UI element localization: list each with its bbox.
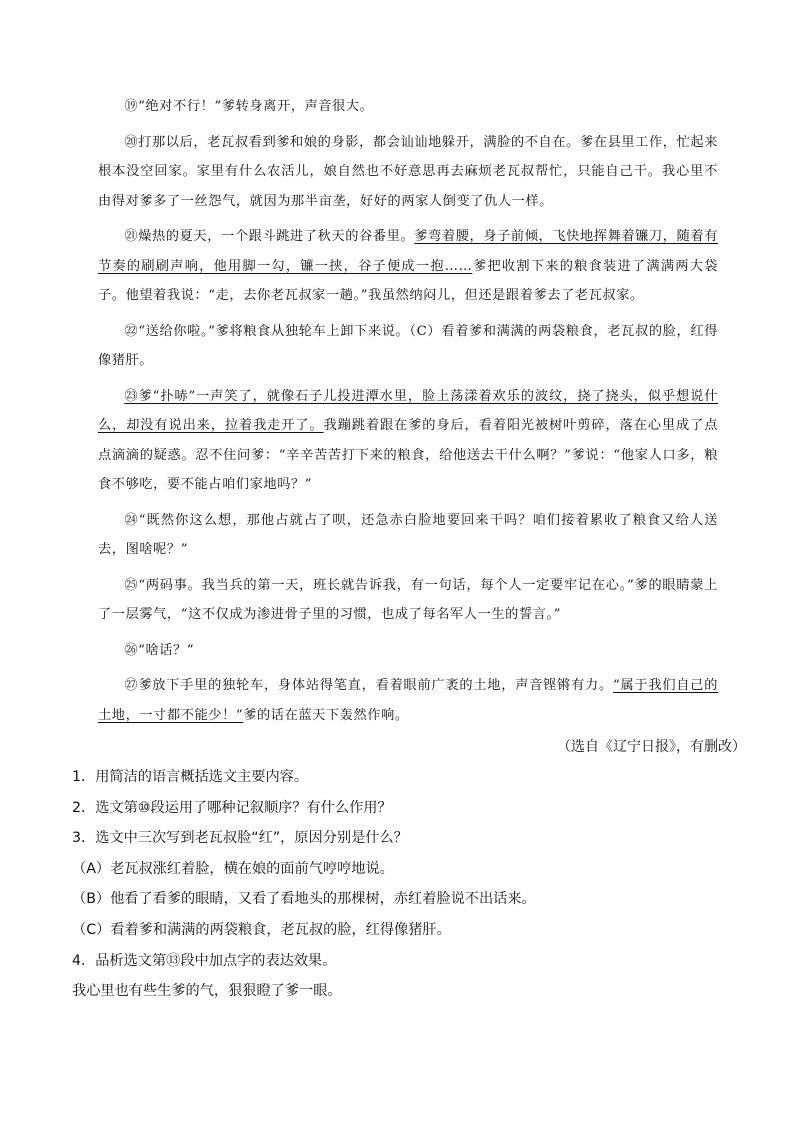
question-4: 4．品析选文第⑬段中加点字的表达效果。 — [72, 952, 337, 969]
paragraph-27-text-end: 爹的话在蓝天下轰然作响。 — [243, 707, 409, 723]
paragraph-26-text: ㉖“啥话？” — [124, 642, 195, 658]
paragraph-25-text: ㉕“两码事。我当兵的第一天，班长就告诉我，有一句话，每个人一定要牢记在心。”爹的眼睛蒙上了一层雾气，“这不仅成为渗进骨子里的习惯，也成了每名军人一生的誓言。” — [98, 577, 718, 622]
paragraph-22-text: ㉒“送给你啦。”爹将粮食从独轮车上卸下来说。（C）看着爹和满满的两袋粮食，老瓦叔的脸，红得像猪肝。 — [98, 323, 718, 368]
paragraph-24-text: ㉔“既然你这么想，那他占就占了呗，还急赤白脸地要回来干吗？咱们接着累收了粮食又给人送去，图啥呢？” — [98, 512, 718, 557]
question-3-option-b: （B）他看了看爹的眼睛，又看了看地头的那棵树，赤红着脸说不出话来。 — [72, 891, 536, 908]
paragraph-27 — [98, 671, 718, 730]
question-list — [72, 762, 752, 1007]
question-3: 3．选文中三次写到老瓦叔脸“红”，原因分别是什么？ — [72, 830, 408, 847]
paragraph-25 — [98, 571, 718, 630]
paragraph-26 — [98, 636, 718, 666]
paragraph-21-text: ㉑燥热的夏天，一个跟斗跳进了秋天的谷番里。 — [124, 229, 415, 244]
paragraph-27-text: ㉗爹放下手里的独轮车，身体站得笔直，看着眼前广袤的土地，声音铿锵有力。 — [124, 678, 613, 693]
paragraph-23-underlined: ㉓爹“扑哧”一声笑了，就像石子儿投进潭水里，脸上荡漾着欢乐的波纹，挠了挠头，似乎想说什么，却没有说出来，拉着我走开了。 — [98, 388, 718, 433]
paragraph-20-text: ⑳打那以后，老瓦叔看到爹和娘的身影，都会讪讪地躲开，满脸的不自在。爹在县里工作，忙起来根本没空回家。家里有什么农活儿，娘自然也不好意思再去麻烦老瓦叔帮忙，只能自己干。我心里不由得对爹多了一丝怨气，就因为那半亩垄，好好的两家人倒变了仇人一样。 — [98, 134, 718, 209]
question-1: 1．用简洁的语言概括选文主要内容。 — [72, 769, 309, 785]
question-3-option-a: （A）老瓦叔涨红着脸，横在娘的面前气哼哼地说。 — [72, 860, 394, 877]
question-2: 2．选文第⑩段运用了哪种记叙顺序？有什么作用？ — [72, 799, 392, 816]
paragraph-27-underlined: “属于我们自己的土地，一寸都不能少！” — [98, 678, 719, 723]
paragraph-23 — [98, 382, 718, 500]
source-citation: （选自《辽宁日报》，有删改） — [557, 739, 746, 755]
question-4-sentence: 我心里也有些生爹的气，狠狠瞪了爹一眼。 — [72, 983, 342, 1000]
paragraph-21-text-end: 爹把收割下来的粮食装进了满满两大袋子。他望着我说：“走，去你老瓦叔家一趟。”我虽然纳闷儿，但还是跟着爹去了老瓦叔家。 — [98, 258, 718, 303]
paragraph-19 — [98, 92, 718, 122]
question-3-option-c: （C）看着爹和满满的两袋粮食，老瓦叔的脸，红得像猪肝。 — [72, 921, 451, 938]
paragraph-19-text: ⑲“绝对不行！”爹转身离开，声音很大。 — [124, 99, 374, 114]
paragraph-21 — [98, 222, 718, 311]
paragraph-22 — [98, 317, 718, 376]
paragraph-21-underlined: 爹弯着腰，身子前倾，飞快地挥舞着镰刀，随着有节奏的刷刷声响，他用脚一勾，镰一挟，谷子便成一抱…… — [98, 229, 718, 274]
paragraph-23-text: 我蹦跳着跟在爹的身后，看着阳光被树叶剪碎，落在心里成了点点滴滴的疑惑。忍不住问爹：“辛辛苦苦打下来的粮食，给他送去干什么啊？”爹说：“他家人口多，粮食不够吃，要不能占咱们家地吗？” — [98, 418, 718, 492]
paragraph-24 — [98, 506, 718, 565]
reading-passage — [98, 92, 718, 736]
paragraph-20 — [98, 128, 718, 217]
